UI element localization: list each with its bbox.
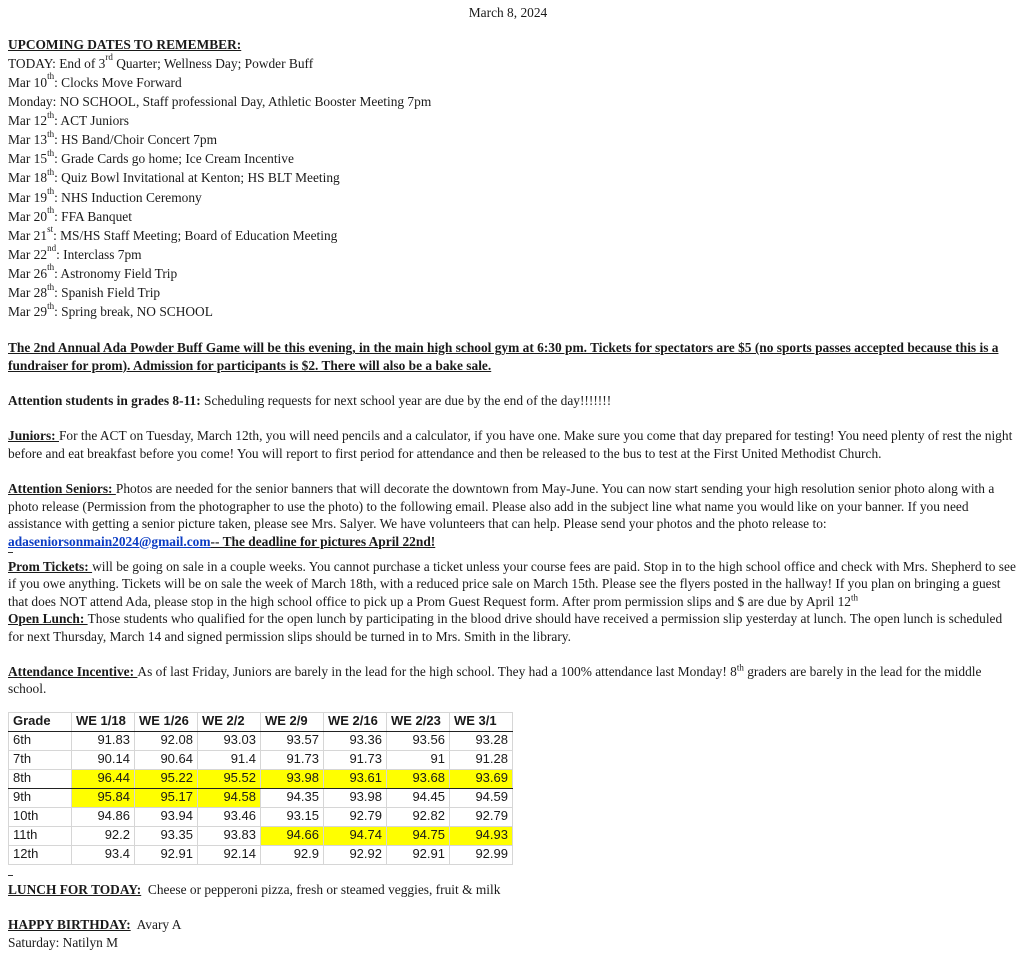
seniors-text: Photos are needed for the senior banners that will decorate the downtown from May-June. You can now start sending your high resolution senior photo along with a photo release (Permission from the photographer to use the photo) to the following email. Please also add in the subject line what name you would like on your banner. If you need assistance with getting a senior picture taken, please see Mrs. Salyer. We have volunteers that can help. Please send your photos and the photo release to: [8,481,995,532]
date-item-sup: st [47,224,54,235]
page-date: March 8, 2024 [468,5,548,20]
attendance-cell: 94.66 [261,826,324,845]
attendance-cell: 91.73 [324,750,387,769]
prom-text: will be going on sale in a couple weeks. You cannot purchase a ticket unless your course fees are paid. Stop in to the high school office and check with Mrs. Shepherd to see if you owe anything. Tickets will be on sale the week of March 18th, with a reduced price sale on March 15th. Please see the flyers posted in the hallway! If you plan on bringing a guest that does NOT attend Ada, please stop in the high school office to pick up a Prom Guest Request form. After prom permission slips and $ are due by April 12 [8,558,1016,609]
date-item-desc: : Interclass 7pm [56,246,142,262]
upcoming-date-item [8,54,1018,73]
attendance-cell: 92.91 [135,845,198,864]
attendance-cell: 93.98 [261,769,324,788]
lunch-text: Cheese or pepperoni pizza, fresh or steamed veggies, fruit & milk [141,881,501,897]
attendance-cell: 92.99 [450,845,513,864]
table-row [9,750,513,769]
birthday-text: Avary A [130,917,182,933]
grade-cell: 8th [9,769,72,788]
grade-cell: 11th [9,826,72,845]
attendance-cell: 92.14 [198,845,261,864]
date-item-desc: : NHS Induction Ceremony [54,189,202,205]
table-row [9,845,513,864]
lunch-announcement [8,881,1018,898]
attendance-sup: th [736,662,744,673]
open-lunch-announcement [8,610,1018,645]
seniors-announcement [8,480,1018,550]
attendance-cell: 92.08 [135,731,198,750]
table-header-row [9,712,513,731]
attendance-cell: 93.83 [198,826,261,845]
upcoming-date-item [8,92,1018,111]
attendance-cell: 94.59 [450,788,513,807]
attendance-cell: 95.84 [72,788,135,807]
attendance-cell: 94.35 [261,788,324,807]
attendance-cell: 93.98 [324,788,387,807]
grade-cell: 6th [9,731,72,750]
upcoming-date-item [8,111,1018,130]
prom-label: Prom Tickets: [8,558,93,574]
column-header: WE 3/1 [450,712,513,731]
attendance-text-b: graders are barely in the lead for the middle school. [8,664,982,697]
attendance-cell: 93.56 [387,731,450,750]
upcoming-date-item [8,149,1018,168]
birthday-announcement [8,916,1018,933]
date-item-text: Mar 20 [8,208,48,224]
attendance-text-a: As of last Friday, Juniors are barely in the lead for the high school. They had a 100% attendance last Monday! 8 [137,664,737,680]
attendance-cell: 94.86 [72,807,135,826]
date-item-desc: : HS Band/Choir Concert 7pm [54,132,217,148]
attendance-label: Attendance Incentive: [8,664,138,680]
date-item-text: Mar 28 [8,284,48,300]
upcoming-date-item [8,130,1018,149]
attendance-cell: 92.9 [261,845,324,864]
date-item-desc: Quarter; Wellness Day; Powder Buff [112,55,314,71]
prom-announcement [8,558,1018,610]
grade-cell: 12th [9,845,72,864]
attendance-cell: 95.52 [198,769,261,788]
table-row [9,731,513,750]
date-item-sup: th [47,128,55,139]
attendance-cell: 93.46 [198,807,261,826]
date-item-text: Mar 13 [8,132,48,148]
date-item-sup: th [47,300,55,311]
attendance-cell: 91.28 [450,750,513,769]
table-row [9,788,513,807]
attendance-cell: 93.35 [135,826,198,845]
attendance-cell: 90.14 [72,750,135,769]
attendance-cell: 93.28 [450,731,513,750]
upcoming-date-item [8,226,1018,245]
attendance-cell: 93.68 [387,769,450,788]
attendance-cell: 94.74 [324,826,387,845]
attendance-cell: 93.61 [324,769,387,788]
juniors-announcement [8,427,1018,462]
upcoming-dates-list [8,54,1018,321]
attendance-cell: 93.94 [135,807,198,826]
attendance-cell: 93.57 [261,731,324,750]
date-item-sup: th [47,147,55,158]
table-row [9,807,513,826]
column-header: WE 1/26 [135,712,198,731]
attendance-cell: 91 [387,750,450,769]
column-header: WE 2/9 [261,712,324,731]
grade-cell: 7th [9,750,72,769]
column-header: WE 1/18 [72,712,135,731]
grades-8-11-label: Attention students in grades 8-11: [8,393,201,408]
date-item-text: Mar 22 [8,246,48,262]
date-item-desc: : Spring break, NO SCHOOL [54,304,213,320]
attendance-cell: 91.73 [261,750,324,769]
date-item-text: Mar 26 [8,265,48,281]
attendance-cell: 93.15 [261,807,324,826]
attendance-announcement [8,663,1018,698]
column-header: WE 2/16 [324,712,387,731]
attendance-table [8,712,513,865]
table-row [9,826,513,845]
column-header: WE 2/2 [198,712,261,731]
seniors-deadline: -- The deadline for pictures April 22nd! [210,533,436,549]
date-item-sup: th [47,281,55,292]
grade-cell: 10th [9,807,72,826]
birthday-label: HAPPY BIRTHDAY: [8,917,131,933]
date-item-sup: th [47,71,55,82]
divider-mark [8,550,1018,558]
attendance-cell: 92.92 [324,845,387,864]
date-item-text: Mar 21 [8,227,48,243]
attendance-cell: 91.83 [72,731,135,750]
date-item-desc: : Clocks Move Forward [54,74,182,90]
attendance-cell: 92.79 [450,807,513,826]
senior-email-link[interactable]: adaseniorsonmain2024@gmail.com [8,533,211,549]
date-item-sup: rd [105,52,113,63]
date-item-sup: th [47,109,55,120]
attendance-cell: 92.79 [324,807,387,826]
attendance-cell: 91.4 [198,750,261,769]
date-item-sup: th [47,166,55,177]
attendance-cell: 95.22 [135,769,198,788]
attendance-cell: 93.69 [450,769,513,788]
date-item-text: Mar 19 [8,189,48,205]
date-item-desc: : Grade Cards go home; Ice Cream Incentive [54,151,294,167]
date-item-sup: nd [47,243,57,254]
date-item-desc: : Quiz Bowl Invitational at Kenton; HS BLT Meeting [54,170,340,186]
date-item-text: TODAY: End of 3 [8,55,106,71]
date-item-desc: : Astronomy Field Trip [54,265,178,281]
juniors-label: Juniors: [8,428,59,444]
upcoming-date-item [8,283,1018,302]
attendance-cell: 94.58 [198,788,261,807]
upcoming-date-item [8,188,1018,207]
date-item-text: Mar 29 [8,304,48,320]
attendance-cell: 94.75 [387,826,450,845]
date-item-text: Mar 18 [8,170,48,186]
upcoming-date-item [8,207,1018,226]
date-item-text: Mar 12 [8,113,48,129]
date-item-sup: th [47,262,55,273]
grades-8-11-text: Scheduling requests for next school year are due by the end of the day!!!!!!! [200,393,612,408]
attendance-cell: 95.17 [135,788,198,807]
attendance-cell: 93.03 [198,731,261,750]
attendance-cell: 94.45 [387,788,450,807]
open-lunch-label: Open Lunch: [8,611,88,627]
upcoming-date-item [8,168,1018,187]
date-item-desc: : ACT Juniors [54,113,129,129]
attendance-cell: 94.93 [450,826,513,845]
powder-buff-announcement: The 2nd Annual Ada Powder Buff Game will be this evening, in the main high school gym at 6:30 pm. Tickets for spectators are $5 (no sports passes accepted because this is a fundraiser for prom). Admission for participants is $2. There will also be a bake sale. [8,340,999,373]
attendance-cell: 93.36 [324,731,387,750]
upcoming-date-item [8,73,1018,92]
attendance-cell: 90.64 [135,750,198,769]
lunch-label: LUNCH FOR TODAY: [8,881,142,897]
upcoming-dates-heading: UPCOMING DATES TO REMEMBER: [8,37,242,53]
open-lunch-text: Those students who qualified for the open lunch by participating in the blood drive should have received a permission slip yesterday at lunch. The open lunch is scheduled for next Thursday, March 14 and signed permission slips should be turned in to Mrs. Smith in the library. [8,611,1003,644]
prom-sup: th [850,592,858,603]
date-item-text: Monday: NO SCHOOL, Staff professional Day, Athletic Booster Meeting 7pm [8,94,432,110]
juniors-text: For the ACT on Tuesday, March 12th, you will need pencils and a calculator, if you have one. Make sure you come that day prepared for testing! You need plenty of rest the night before and eat breakfast before you come! You will report to first period for attendance and then be released to the bus to test at the First United Methodist Church. [8,428,1013,461]
date-item-desc: : FFA Banquet [54,208,132,224]
upcoming-date-item [8,264,1018,283]
upcoming-date-item [8,245,1018,264]
divider-mark [8,873,1018,881]
date-item-sup: th [47,186,55,197]
column-header: Grade [9,712,72,731]
attendance-cell: 93.4 [72,845,135,864]
date-item-desc: : MS/HS Staff Meeting; Board of Education Meeting [53,227,338,243]
announcement-page [8,4,1018,951]
seniors-label: Attention Seniors: [8,481,116,497]
date-item-sup: th [47,205,55,216]
grade-cell: 9th [9,788,72,807]
attendance-cell: 92.91 [387,845,450,864]
attendance-cell: 96.44 [72,769,135,788]
attendance-cell: 92.2 [72,826,135,845]
column-header: WE 2/23 [387,712,450,731]
grades-8-11-announcement [8,392,1018,409]
date-item-desc: : Spanish Field Trip [54,284,161,300]
date-item-text: Mar 10 [8,74,48,90]
birthday-saturday: Saturday: Natilyn M [8,934,119,950]
date-item-text: Mar 15 [8,151,48,167]
table-row [9,769,513,788]
attendance-cell: 92.82 [387,807,450,826]
upcoming-date-item [8,302,1018,321]
